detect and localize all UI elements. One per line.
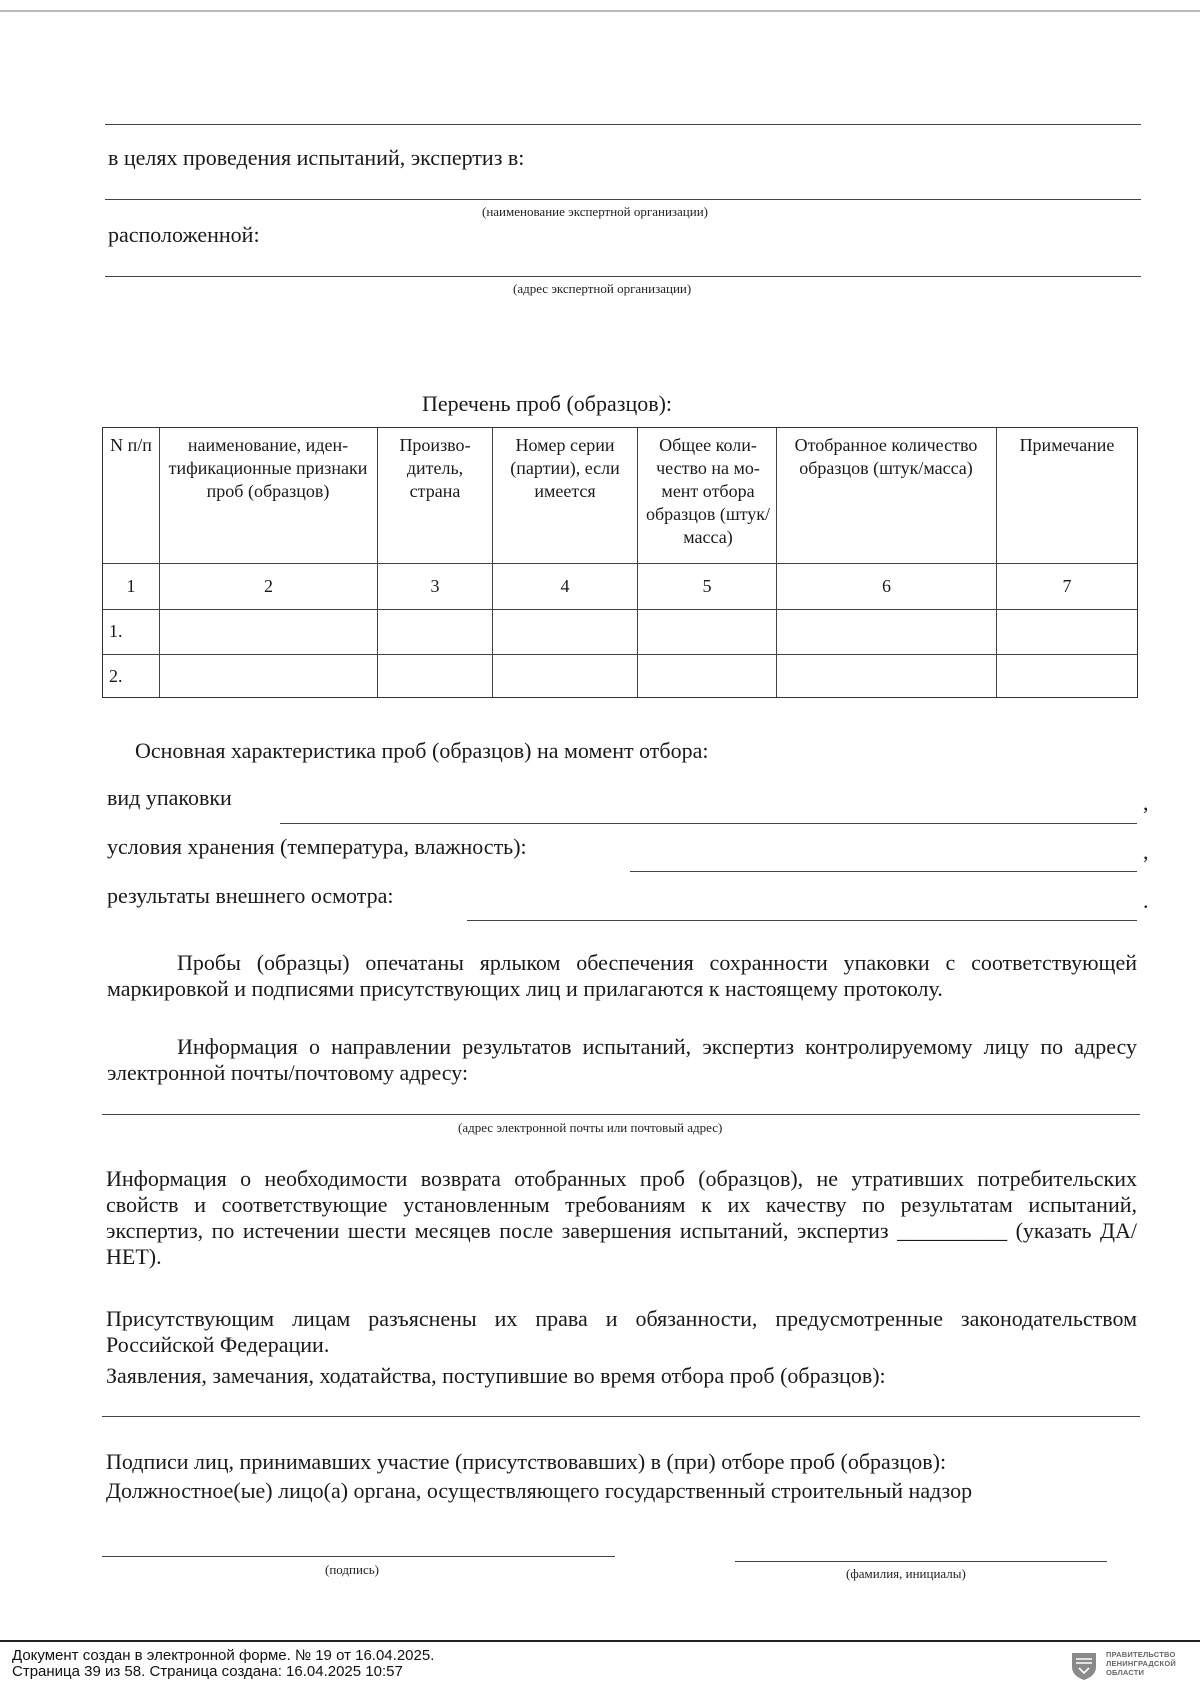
located-text: расположенной:: [108, 222, 260, 247]
signature-line[interactable]: [102, 1556, 615, 1557]
purpose-text: в целях проведения испытаний, экспертиз в:: [108, 145, 525, 170]
table-row-label: 2.: [109, 666, 123, 686]
name-caption: (фамилия, инициалы): [846, 1566, 966, 1581]
page-top-border: [0, 10, 1200, 12]
return-info-text: Информация о необходимости возврата отобранных проб (образцов), не утративших потребительских свойств и соответствующие установленным требованиям к их качеству по результатам испытаний, экспертиз, по истечении шести месяцев после завершения испытаний, экспертиз: [106, 1166, 1137, 1243]
footer-line-1: Документ создан в электронной форме. № 19 от 16.04.2025.: [12, 1647, 435, 1664]
table-header-cell: Номер серии (партии), если имеется: [510, 435, 620, 501]
table-header-cell: Отобранное количество образцов (штук/масса): [794, 435, 978, 478]
government-emblem-icon: [1070, 1651, 1098, 1681]
blank-line-top: [105, 124, 1141, 125]
table-col-number: 5: [702, 576, 712, 596]
gov-label-line-1: ПРАВИТЕЛЬСТВО: [1106, 1650, 1176, 1659]
samples-table-title: Перечень проб (образцов):: [422, 391, 673, 416]
table-row-divider: [103, 609, 1137, 610]
storage-field[interactable]: [630, 871, 1137, 872]
sealed-paragraph: Пробы (образцы) опечатаны ярлыком обеспечения сохранности упаковки с соответствующей маркировкой и подписями присутствующих лиц и прилагаются к настоящему протоколу.: [107, 950, 1137, 1001]
government-label: [1106, 1650, 1176, 1677]
table-col-number: 2: [264, 576, 273, 596]
return-info-paragraph: [106, 1166, 1137, 1270]
gov-label-line-3: ОБЛАСТИ: [1106, 1668, 1145, 1677]
statements-label: Заявления, замечания, ходатайства, поступившие во время отбора проб (образцов):: [106, 1363, 886, 1388]
table-header-cell: Общее количество на момент отбора образцов (штук/масса): [645, 435, 771, 547]
storage-comma: ,: [1143, 839, 1149, 864]
packaging-field[interactable]: [280, 823, 1137, 824]
org-name-line: [105, 199, 1141, 200]
table-col-number: 7: [1062, 576, 1072, 596]
characteristics-title: Основная характеристика проб (образцов) на момент отбора:: [135, 738, 709, 763]
gov-label-line-2: ЛЕНИНГРАДСКОЙ: [1106, 1659, 1176, 1668]
org-name-caption: (наименование экспертной организации): [482, 204, 709, 219]
packaging-comma: ,: [1143, 790, 1149, 815]
return-answer-hint: (указать ДА/НЕТ).: [106, 1218, 1138, 1269]
email-address-field[interactable]: [102, 1114, 1140, 1115]
footer-divider: [0, 1640, 1200, 1642]
table-row-divider: [103, 563, 1137, 564]
table-row-label: 1.: [109, 621, 123, 641]
name-line[interactable]: [735, 1561, 1107, 1562]
table-header-cell: N п/п: [110, 435, 152, 455]
inspection-field[interactable]: [467, 920, 1137, 921]
table-header-cell: Примечание: [1019, 435, 1115, 455]
rights-paragraph: Присутствующим лицам разъяснены их права и обязанности, предусмотренные законодательством Российской Федерации.: [106, 1306, 1137, 1357]
official-text: Должностное(ые) лицо(а) органа, осуществляющего государственный строительный надзор: [106, 1478, 973, 1503]
inspection-label: результаты внешнего осмотра:: [107, 883, 394, 908]
footer-line-2: Страница 39 из 58. Страница создана: 16.04.2025 10:57: [12, 1663, 403, 1680]
packaging-label: вид упаковки: [107, 785, 232, 810]
signature-caption: (подпись): [325, 1562, 379, 1577]
inspection-period: .: [1143, 888, 1149, 913]
results-info-paragraph: Информация о направлении результатов испытаний, экспертиз контролируемому лицу по адресу электронной почты/почтовому адресу:: [107, 1034, 1137, 1085]
table-row-divider: [103, 654, 1137, 655]
org-address-line: [105, 276, 1141, 277]
org-address-caption: (адрес экспертной организации): [513, 281, 692, 296]
table-col-number: 6: [882, 576, 891, 596]
table-col-number: 4: [560, 576, 570, 596]
statements-field[interactable]: [102, 1416, 1140, 1417]
signatures-title: Подписи лиц, принимавших участие (присутствовавших) в (при) отборе проб (образцов):: [106, 1449, 947, 1474]
table-col-number: 3: [430, 576, 440, 596]
email-address-caption: (адрес электронной почты или почтовый адрес): [458, 1120, 723, 1135]
table-header-cell: Производитель, страна: [399, 435, 471, 501]
footer-info: [12, 1648, 434, 1680]
return-answer-blank[interactable]: __________: [897, 1218, 1008, 1243]
table-header-cell: наименование, идентификационные признаки проб (образцов): [168, 435, 368, 501]
samples-table: [102, 427, 1138, 698]
table-col-number: 1: [126, 576, 136, 596]
storage-label: условия хранения (температура, влажность):: [107, 834, 527, 859]
